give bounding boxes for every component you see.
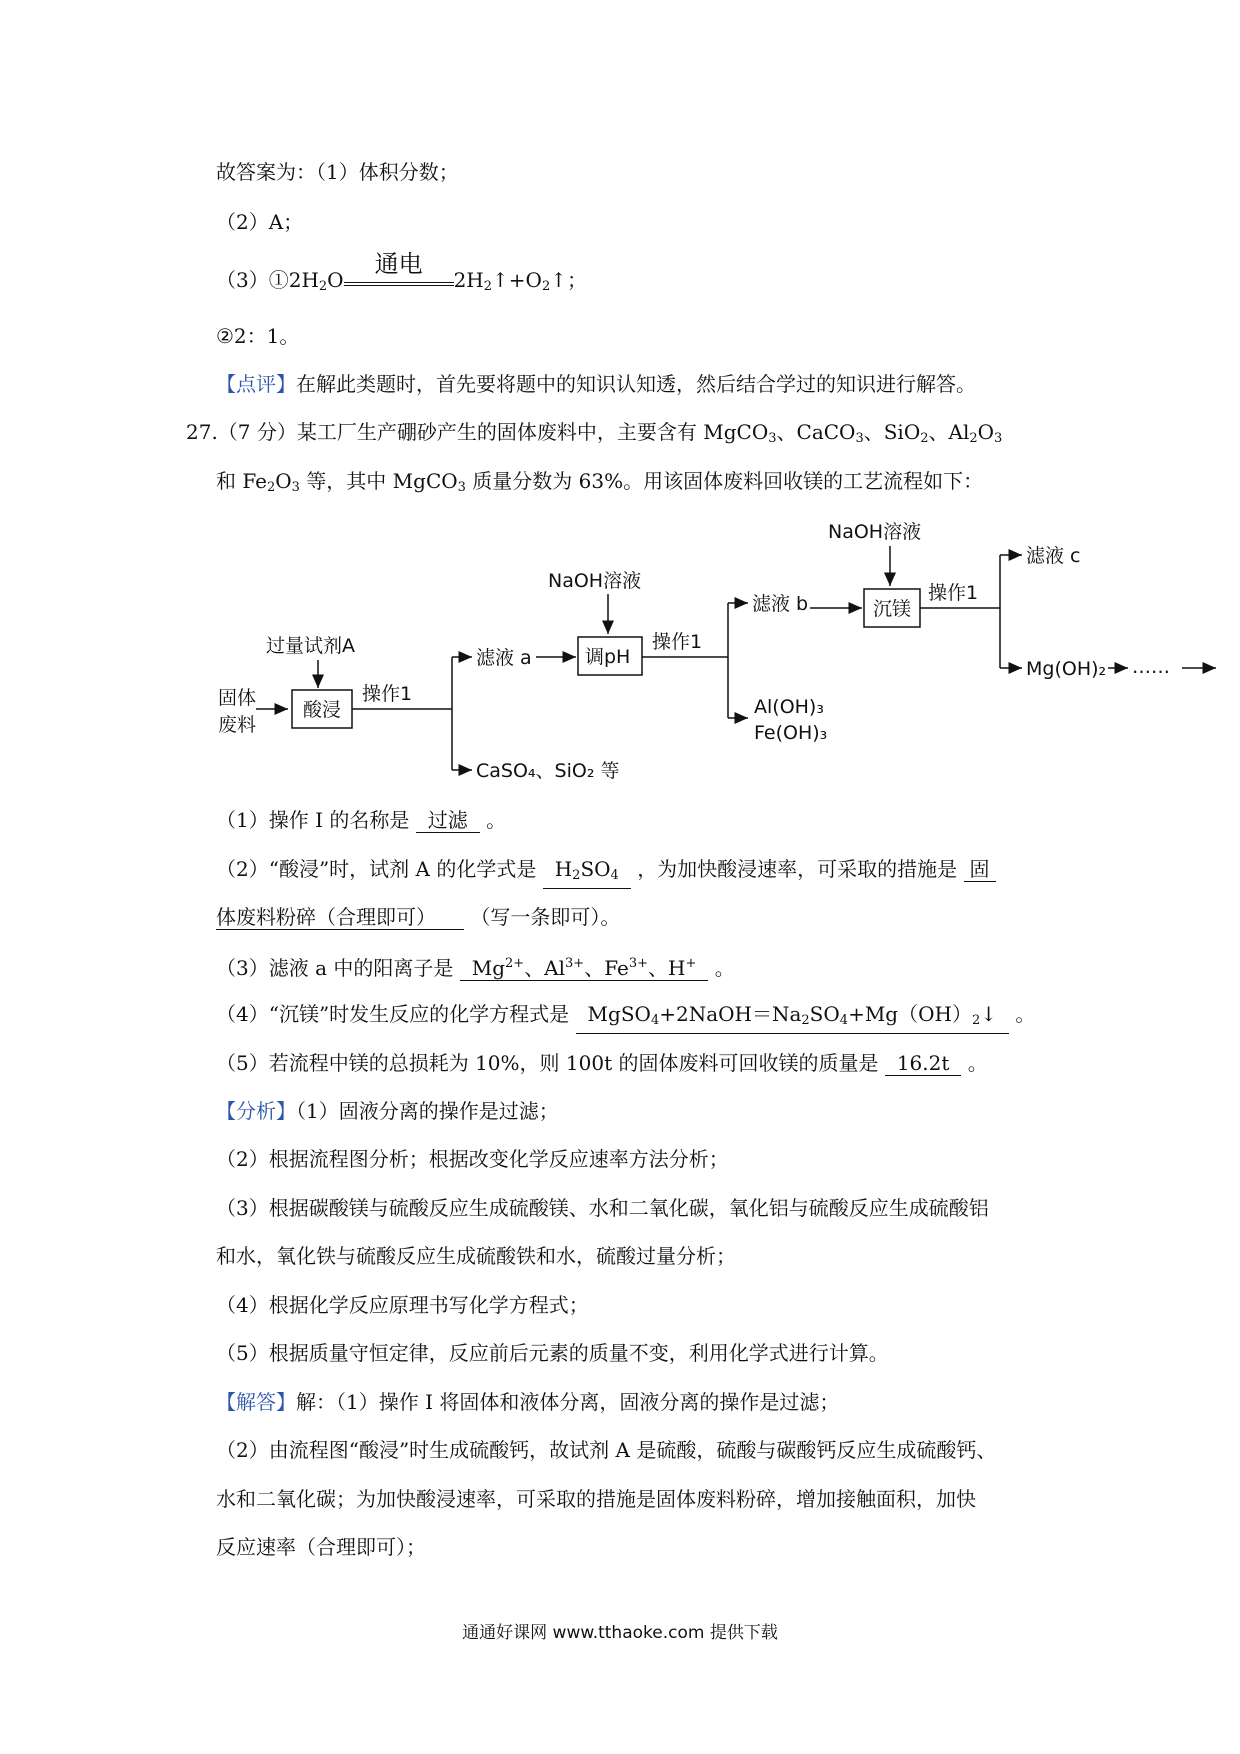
subquestion-1: （1）操作 I 的名称是 过滤 。 bbox=[216, 808, 507, 832]
analysis-line-3: （3）根据碳酸镁与硫酸反应生成硫酸镁、水和二氧化碳，氧化铝与硫酸反应生成硫酸铝 bbox=[216, 1196, 989, 1220]
subquestion-2: （2）“酸浸”时，试剂 A 的化学式是 $H_2SO_4$ ，为加快酸浸速率，可采取的措施是 固 bbox=[216, 855, 996, 889]
solution-line-2: （2）由流程图“酸浸”时生成硫酸钙，故试剂 A 是硫酸，硫酸与碳酸钙反应生成硫酸钙、 bbox=[216, 1438, 997, 1462]
answer-intro: 故答案为：（1）体积分数； bbox=[216, 160, 459, 184]
question-27-line2: 和 $Fe_2O_3$ 等，其中 MgCO$_3$ 质量分数为 63%。用该固体废料回收镁的工艺流程如下： bbox=[216, 469, 984, 495]
answer-blank-5: 16.2t bbox=[885, 1051, 962, 1076]
operation-1-label-a: 操作1 bbox=[362, 683, 413, 705]
electrolysis-condition: 通电 bbox=[344, 266, 454, 294]
answer-blank-4: $MgSO_4+2NaOH=Na_2SO_4+Mg(OH)_2↓$ bbox=[576, 1002, 1009, 1034]
process-flow-diagram bbox=[210, 510, 1230, 790]
solution-line-1: 【解答】解：（1）操作 I 将固体和液体分离，固液分离的操作是过滤； bbox=[216, 1390, 840, 1414]
comment-tag: 【点评】 bbox=[216, 372, 296, 396]
subquestion-3: （3）滤液 a 中的阳离子是 $Mg^{2+}$、$Al^{3+}$、$Fe^{3+}$、H+ 。 bbox=[216, 952, 735, 982]
subquestion-5: （5）若流程中镁的总损耗为 10%，则 100t 的固体废料可回收镁的质量是 16.2t 。 bbox=[216, 1051, 988, 1075]
solution-tag: 【解答】 bbox=[216, 1390, 296, 1414]
naoh-solution-1: NaOH溶液 bbox=[548, 570, 642, 592]
answer-2: （2）A； bbox=[216, 210, 304, 234]
answer-3b: ②2：1。 bbox=[216, 324, 300, 348]
answer-blank-2b-end: 体废料粉碎（合理即可） bbox=[216, 905, 464, 930]
residue-caso4-sio2: CaSO₄、SiO₂ 等 bbox=[476, 760, 620, 782]
answer-3-equation: $(3)①2H_2O$ 通电 $2H_2↑+O_2↑$； bbox=[216, 250, 587, 294]
adjust-ph-label: 调pH bbox=[585, 646, 631, 668]
iron-hydroxide: Fe(OH)₃ bbox=[754, 722, 828, 744]
solid-waste-label-2: 废料 bbox=[218, 714, 257, 736]
operation-1-label-c: 操作1 bbox=[928, 582, 979, 604]
subquestion-4: （4）“沉镁”时发生反应的化学方程式是 $MgSO_4+2NaOH=Na_2SO_4+Mg(OH)_2↓$ 。 bbox=[216, 1000, 1035, 1034]
solid-waste-label-1: 固体 bbox=[218, 687, 257, 709]
analysis-line-2: （2）根据流程图分析；根据改变化学反应速率方法分析； bbox=[216, 1147, 729, 1171]
answer-blank-2b-start: 固 bbox=[964, 857, 996, 882]
solution-line-3: 水和二氧化碳；为加快酸浸速率，可采取的措施是固体废料粉碎，增加接触面积，加快 bbox=[216, 1487, 976, 1511]
subquestion-2-cont: 体废料粉碎（合理即可） （写一条即可）。 bbox=[216, 905, 621, 929]
analysis-line-6: （5）根据质量守恒定律，反应前后元素的质量不变，利用化学式进行计算。 bbox=[216, 1341, 889, 1365]
comment: 【点评】在解此类题时，首先要将题中的知识认知透，然后结合学过的知识进行解答。 bbox=[216, 372, 976, 396]
excess-reagent-a: 过量试剂A bbox=[266, 635, 355, 657]
answer-blank-1: 过滤 bbox=[416, 808, 480, 833]
acid-leach-label: 酸浸 bbox=[303, 699, 342, 721]
aluminum-hydroxide: Al(OH)₃ bbox=[754, 696, 824, 718]
analysis-line-4: 和水，氧化铁与硫酸反应生成硫酸铁和水，硫酸过量分析； bbox=[216, 1244, 736, 1268]
solution-line-4: 反应速率（合理即可）； bbox=[216, 1535, 426, 1559]
filtrate-a: 滤液 a bbox=[476, 647, 532, 669]
filtrate-c: 滤液 c bbox=[1026, 545, 1081, 567]
precipitate-mg-label: 沉镁 bbox=[873, 598, 912, 620]
magnesium-hydroxide: Mg(OH)₂ bbox=[1026, 658, 1107, 680]
answer-blank-3: $Mg^{2+}$、$Al^{3+}$、$Fe^{3+}$、H+ bbox=[460, 952, 709, 981]
filtrate-b: 滤液 b bbox=[752, 593, 809, 615]
operation-1-label-b: 操作1 bbox=[652, 631, 703, 653]
analysis-line-5: （4）根据化学反应原理书写化学方程式； bbox=[216, 1293, 589, 1317]
naoh-solution-2: NaOH溶液 bbox=[828, 521, 922, 543]
footer-source: 通通好课网 www.tthaoke.com 提供下载 bbox=[462, 1623, 778, 1643]
analysis-tag: 【分析】 bbox=[216, 1099, 296, 1123]
analysis-line-1: 【分析】（1）固液分离的操作是过滤； bbox=[216, 1099, 559, 1123]
answer-blank-2a: $H_2SO_4$ bbox=[543, 857, 631, 889]
ellipsis: …… bbox=[1132, 656, 1170, 678]
question-27-heading: 27.（7 分）某工厂生产硼砂产生的固体废料中，主要含有 MgCO$_3$、CaCO$_3$、SiO$_2$、$Al_2O_3$ bbox=[186, 420, 1003, 446]
